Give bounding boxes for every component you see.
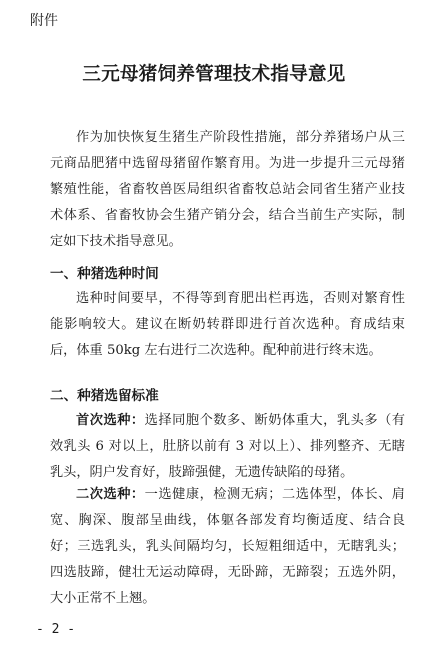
- intro-paragraph: 作为加快恢复生猪生产阶段性措施，部分养猪场户从三元商品肥猪中选留母猪留作繁育用。为进一步提升三元母猪繁殖性能，省畜牧兽医局组织省畜牧总站会同省生猪产业技术体系、省畜牧协会生猪产销分会，结合当前生产实际，制定如下技术指导意见。: [50, 130, 405, 249]
- attachment-label: 附件: [30, 13, 58, 29]
- page-number: - 2 -: [36, 622, 76, 637]
- section-heading-selection-time: 一、种猪选种时间: [50, 266, 159, 282]
- section-heading-selection-criteria: 二、种猪选留标准: [50, 388, 159, 404]
- first-selection-paragraph: [50, 408, 405, 486]
- second-selection-paragraph: [50, 482, 405, 612]
- first-selection-label: 首次选种：: [76, 413, 145, 428]
- document-title: 三元母猪饲养管理技术指导意见: [82, 64, 346, 85]
- first-selection-text: 选择同胞个数多、断奶体重大，乳头多（有效乳头 6 对以上，肚脐以前有 3 对以上）、排列整齐、无瞎乳头，阴户发育好，肢蹄强健，无遗传缺陷的母猪。: [50, 413, 405, 480]
- second-selection-text: 一选健康，检测无病；二选体型，体长、肩宽、胸深、腹部呈曲线，体躯各部发育均衡适度、结合良好；三选乳头，乳头间隔均匀，长短粗细适中，无瞎乳头；四选肢蹄，健壮无运动障碍，无卧蹄，无蹄裂；五选外阴，大小正常不上翘。: [50, 487, 405, 606]
- second-selection-label: 二次选种：: [76, 487, 145, 502]
- selection-time-paragraph: 选种时间要早，不得等到育肥出栏再选，否则对繁育性能影响较大。建议在断奶转群即进行首次选种。育成结束后，体重 50kg 左右进行二次选种。配种前进行终末选。: [50, 291, 405, 358]
